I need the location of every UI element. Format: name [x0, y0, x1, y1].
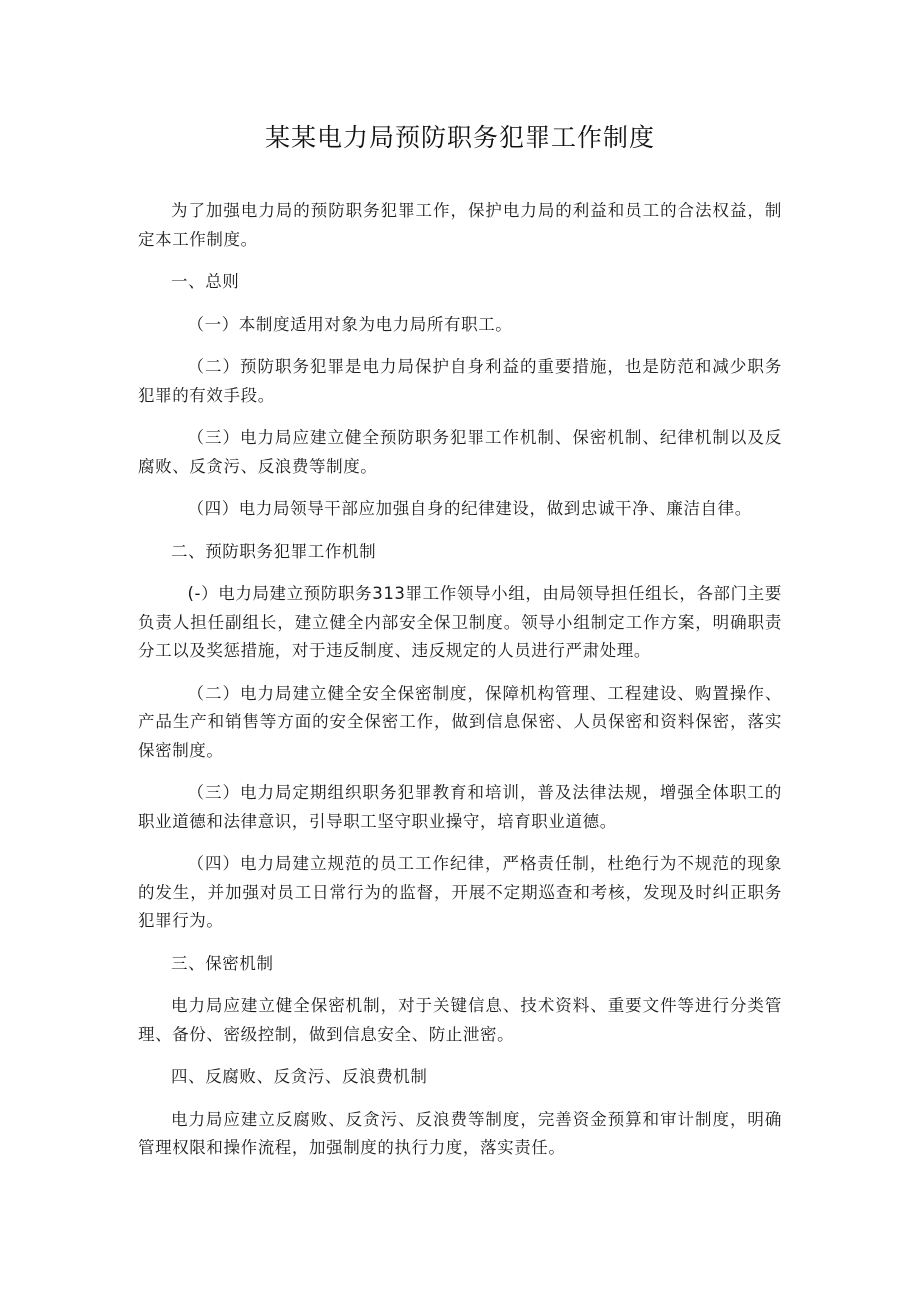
section-heading-prevention-mechanism: 二、预防职务犯罪工作机制 [171, 541, 377, 561]
section-heading-general: 一、总则 [171, 272, 240, 291]
section-3-item-1: 电力局应建立健全保密机制，对于关键信息、技术资料、重要文件等进行分类管理、备份、密级控制，做到信息安全、防止泄密。 [138, 996, 782, 1044]
section-2-item-2: （二）电力局建立健全安全保密制度，保障机构管理、工程建设、购置操作、产品生产和销售等方面的安全保密工作，做到信息保密、人员保密和资料保密，落实保密制度。 [138, 683, 782, 760]
document-body [138, 197, 782, 1177]
intro-paragraph: 为了加强电力局的预防职务犯罪工作，保护电力局的利益和员工的合法权益，制定本工作制度。 [138, 201, 782, 249]
section-1-item-2: （二）预防职务犯罪是电力局保护自身利益的重要措施，也是防范和减少职务犯罪的有效手段。 [138, 357, 782, 405]
section-4-item-1: 电力局应建立反腐败、反贪污、反浪费等制度，完善资金预算和审计制度，明确管理权限和操作流程，加强制度的执行力度，落实责任。 [138, 1109, 782, 1157]
document-title: 某某电力局预防职务犯罪工作制度 [264, 123, 655, 152]
section-1-item-1: （一）本制度适用对象为电力局所有职工。 [187, 314, 513, 334]
section-2-item-3: （三）电力局定期组织职务犯罪教育和培训，普及法律法规，增强全体职工的职业道德和法律意识，引导职工坚守职业操守，培育职业道德。 [138, 783, 782, 831]
section-heading-anti-corruption: 四、反腐败、反贪污、反浪费机制 [171, 1067, 428, 1086]
section-2-item-4: （四）电力局建立规范的员工工作纪律，严格责任制，杜绝行为不规范的现象的发生，并加强对员工日常行为的监督，开展不定期巡查和考核，发现及时纠正职务犯罪行为。 [138, 854, 782, 930]
section-2-item-1: (-）电力局建立预防职务313罪工作领导小组，由局领导担任组长，各部门主要负责人担任副组长，建立健全内部安全保卫制度。领导小组制定工作方案，明确职责分工以及奖惩措施，对于违反制度、违反规定的人员进行严肃处理。 [138, 584, 782, 660]
section-1-item-4: （四）电力局领导干部应加强自身的纪律建设，做到忠诚干净、廉洁自律。 [187, 499, 752, 518]
section-1-item-3: （三）电力局应建立健全预防职务犯罪工作机制、保密机制、纪律机制以及反腐败、反贪污、反浪费等制度。 [138, 428, 782, 476]
section-heading-confidentiality: 三、保密机制 [171, 953, 274, 973]
